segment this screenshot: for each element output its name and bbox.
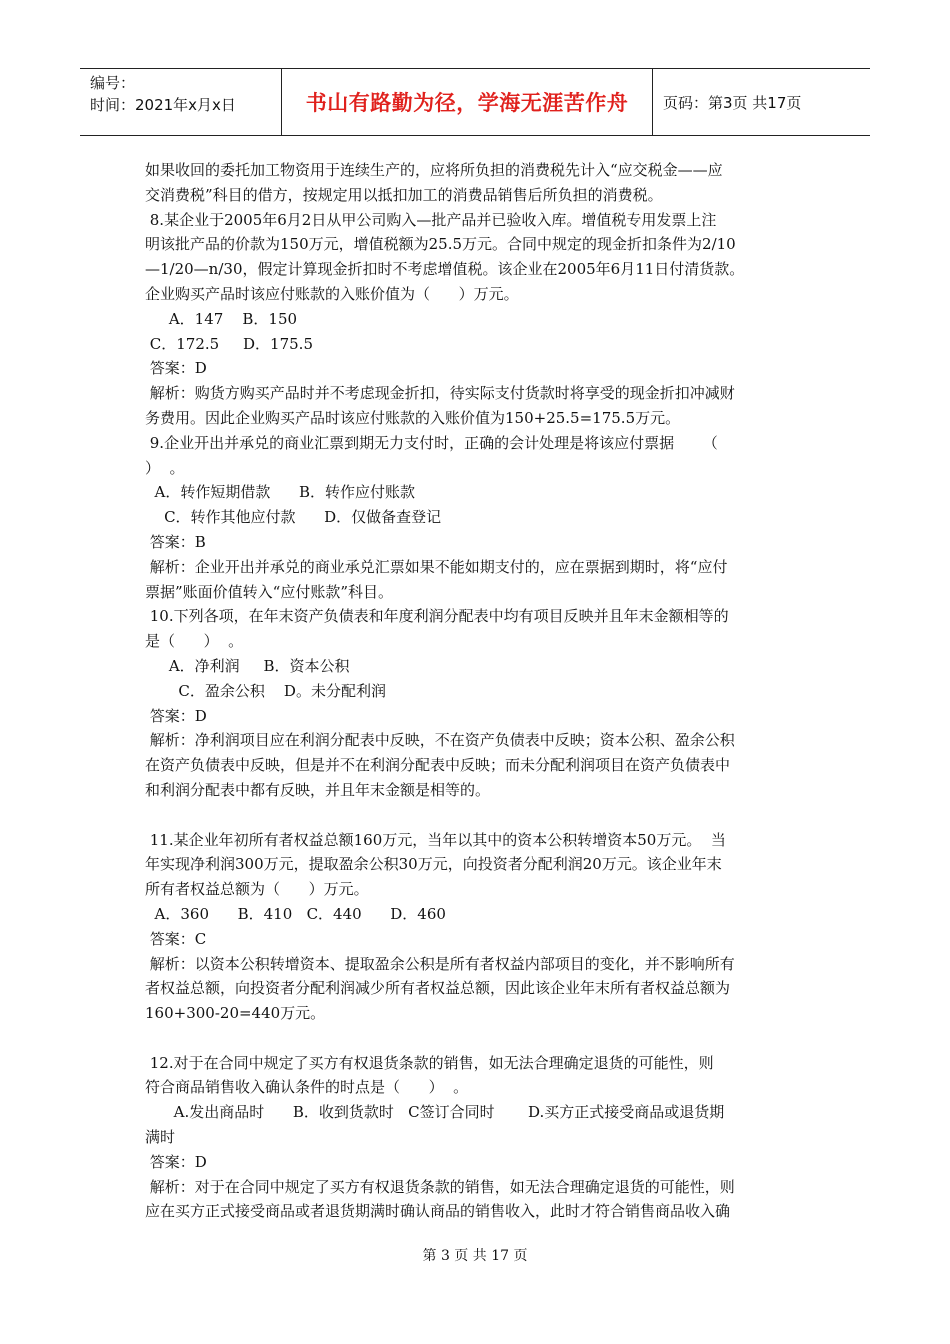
- text-line: 解析：企业开出并承兑的商业承兑汇票如果不能如期支付的，应在票据到期时，将“应付: [145, 557, 728, 576]
- text-line: 年实现净利润300万元，提取盈余公积30万元，向投资者分配利润20万元。该企业年末: [145, 855, 722, 874]
- text-line: ） 。: [145, 458, 185, 477]
- text-line: 8.某企业于2005年6月2日从甲公司购入—批产品并已验收入库。增值税专用发票上注: [145, 210, 717, 229]
- header-page-info: 页码：第3页 共17页: [663, 93, 802, 112]
- text-line: A．360 B．410 C．440 D．460: [145, 904, 446, 923]
- text-line: C．转作其他应付款 D．仅做备查登记: [145, 508, 442, 527]
- document-body: [145, 158, 815, 1224]
- text-line: 解析：购货方购买产品时并不考虑现金折扣，待实际支付货款时将享受的现金折扣冲减财: [145, 384, 735, 403]
- text-line: 和利润分配表中都有反映，并且年末金额是相等的。: [145, 780, 491, 799]
- text-line: 企业购买产品时该应付账款的入账价值为（ ）万元。: [145, 284, 519, 303]
- header-motto: 书山有路勤为径，学海无涯苦作舟: [282, 69, 653, 135]
- text-line: 解析：净利润项目应在利润分配表中反映，不在资产负债表中反映；资本公积、盈余公积: [145, 731, 735, 750]
- text-line: 10.下列各项，在年末资产负债表和年度利润分配表中均有项目反映并且年末金额相等的: [145, 607, 729, 626]
- text-line: 答案：B: [145, 532, 206, 551]
- text-line: 解析：对于在合同中规定了买方有权退货条款的销售，如无法合理确定退货的可能性，则: [145, 1177, 735, 1196]
- page-footer: 第 3 页 共 17 页: [422, 1248, 528, 1264]
- text-line: 9.企业开出并承兑的商业汇票到期无力支付时，正确的会计处理是将该应付票据 （: [145, 433, 718, 452]
- text-line: C．盈余公积 D。未分配利润: [145, 681, 386, 700]
- header-meta: [80, 69, 282, 135]
- text-line: A．147 B．150: [145, 309, 298, 328]
- text-line: 在资产负债表中反映，但是并不在利润分配表中反映；而未分配利润项目在资产负债表中: [145, 756, 731, 775]
- page-header: [80, 68, 870, 136]
- text-line: 务费用。因此企业购买产品时该应付账款的入账价值为150+25.5=175.5万元。: [145, 408, 681, 427]
- text-line: 是（ ） 。: [145, 632, 244, 651]
- text-line: 160+300-20=440万元。: [145, 1004, 326, 1023]
- document-code-label: 编号：: [90, 74, 136, 92]
- text-line: 明该批产品的价款为150万元，增值税额为25.5万元。合同中规定的现金折扣条件为2/10: [145, 235, 736, 254]
- blank-line: [145, 1026, 815, 1051]
- document-date-label: 时间：2021年x月x日: [90, 96, 236, 114]
- text-line: —1/20—n/30，假定计算现金折扣时不考虑增值税。该企业在2005年6月11日付清货款。: [145, 260, 745, 279]
- text-line: C．172.5 D．175.5: [145, 334, 313, 353]
- text-line: 答案：C: [145, 929, 207, 948]
- text-line: 交消费税”科目的借方，按规定用以抵扣加工的消费品销售后所负担的消费税。: [145, 185, 663, 204]
- text-line: A.发出商品时 B．收到货款时 C签订合同时 D.买方正式接受商品或退货期: [145, 1103, 725, 1122]
- text-line: 符合商品销售收入确认条件的时点是（ ） 。: [145, 1078, 469, 1097]
- text-line: 答案：D: [145, 359, 207, 378]
- text-line: 者权益总额，向投资者分配利润减少所有者权益总额，因此该企业年末所有者权益总额为: [145, 979, 731, 998]
- text-line: A．转作短期借款 B．转作应付账款: [145, 483, 416, 502]
- text-line: 应在买方正式接受商品或者退货期满时确认商品的销售收入，此时才符合销售商品收入确: [145, 1202, 731, 1221]
- text-line: 满时: [145, 1128, 176, 1147]
- text-line: 11.某企业年初所有者权益总额160万元，当年以其中的资本公积转增资本50万元。 当: [145, 830, 726, 849]
- text-line: 如果收回的委托加工物资用于连续生产的，应将所负担的消费税先计入“应交税金——应: [145, 161, 723, 179]
- text-line: 答案：D: [145, 1152, 207, 1171]
- text-line: 12.对于在合同中规定了买方有权退货条款的销售，如无法合理确定退货的可能性，则: [145, 1053, 714, 1072]
- text-line: 解析：以资本公积转增资本、提取盈余公积是所有者权益内部项目的变化，并不影响所有: [145, 954, 735, 973]
- blank-line: [145, 803, 815, 828]
- text-line: A．净利润 B．资本公积: [145, 656, 350, 675]
- text-line: 答案：D: [145, 706, 207, 725]
- text-line: 所有者权益总额为（ ）万元。: [145, 880, 369, 899]
- text-line: 票据”账面价值转入“应付账款”科目。: [145, 582, 394, 601]
